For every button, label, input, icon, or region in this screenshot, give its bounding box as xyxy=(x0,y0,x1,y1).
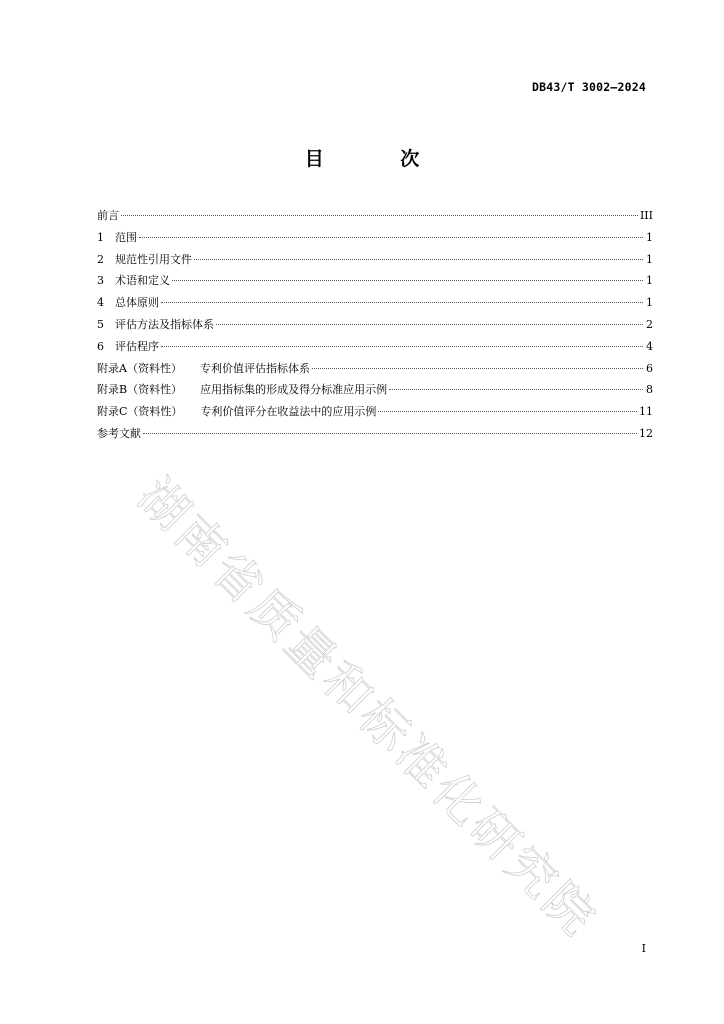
toc-entry-page: 11 xyxy=(639,405,653,419)
toc-entry-normative-references[interactable] xyxy=(97,249,653,271)
toc-entry-scope[interactable] xyxy=(97,227,653,249)
toc-leader-dots xyxy=(216,324,643,325)
toc-entry-page: 1 xyxy=(646,296,653,310)
toc-leader-dots xyxy=(378,411,637,412)
toc-entry-number: 附录C（资料性） xyxy=(97,405,183,419)
toc-leader-dots xyxy=(312,368,643,369)
toc-entry-number: 5 xyxy=(97,317,104,331)
toc-entry-page: 4 xyxy=(646,339,653,353)
toc-leader-dots xyxy=(121,215,638,216)
toc-entry-number: 1 xyxy=(97,230,104,244)
toc-entry-page: 1 xyxy=(646,230,653,244)
table-of-contents xyxy=(97,205,653,445)
toc-entry-bibliography[interactable] xyxy=(97,423,653,445)
toc-entry-principles[interactable] xyxy=(97,292,653,314)
toc-leader-dots xyxy=(143,433,637,434)
toc-entry-number: 4 xyxy=(97,296,104,310)
toc-entry-page: 1 xyxy=(646,274,653,288)
toc-entry-number: 2 xyxy=(97,252,104,266)
toc-entry-preface[interactable] xyxy=(97,205,653,227)
toc-entry-title: 专利价值评分在收益法中的应用示例 xyxy=(200,405,377,419)
toc-entry-title: 参考文献 xyxy=(97,426,141,440)
watermark: 湖南省质量和标准化研究院 xyxy=(127,467,608,949)
page-number: I xyxy=(641,942,646,955)
toc-entry-page: 2 xyxy=(646,317,653,331)
toc-entry-title: 总体原则 xyxy=(115,296,159,310)
toc-entry-title: 专利价值评估指标体系 xyxy=(199,361,310,375)
toc-leader-dots xyxy=(161,346,643,347)
toc-leader-dots xyxy=(161,302,643,303)
document-code: DB43/T 3002—2024 xyxy=(532,80,646,94)
toc-leader-dots xyxy=(194,259,643,260)
toc-entry-appendix-a[interactable] xyxy=(97,358,653,380)
toc-entry-title: 规范性引用文件 xyxy=(115,252,192,266)
toc-entry-number: 附录B（资料性） xyxy=(97,383,183,397)
toc-entry-number: 附录A（资料性） xyxy=(97,361,182,375)
toc-entry-page: 12 xyxy=(639,426,653,440)
toc-entry-title: 前言 xyxy=(97,209,119,222)
toc-leader-dots xyxy=(139,237,643,238)
toc-entry-page: 8 xyxy=(646,383,653,397)
toc-entry-terms[interactable] xyxy=(97,270,653,292)
toc-entry-appendix-c[interactable] xyxy=(97,401,653,423)
toc-entry-methods[interactable] xyxy=(97,314,653,336)
toc-leader-dots xyxy=(172,280,643,281)
toc-entry-page: III xyxy=(639,209,653,222)
toc-entry-number: 3 xyxy=(97,274,104,288)
toc-entry-number: 6 xyxy=(97,339,104,353)
toc-entry-title: 范围 xyxy=(115,230,137,244)
toc-leader-dots xyxy=(389,389,643,390)
page-title: 目 次 xyxy=(304,148,455,170)
toc-entry-page: 1 xyxy=(646,252,653,266)
toc-entry-appendix-b[interactable] xyxy=(97,379,653,401)
toc-entry-page: 6 xyxy=(646,361,653,375)
toc-entry-title: 评估方法及指标体系 xyxy=(115,317,214,331)
toc-entry-title: 应用指标集的形成及得分标准应用示例 xyxy=(200,383,388,397)
toc-entry-procedure[interactable] xyxy=(97,336,653,358)
toc-entry-title: 术语和定义 xyxy=(115,274,170,288)
toc-entry-title: 评估程序 xyxy=(115,339,159,353)
